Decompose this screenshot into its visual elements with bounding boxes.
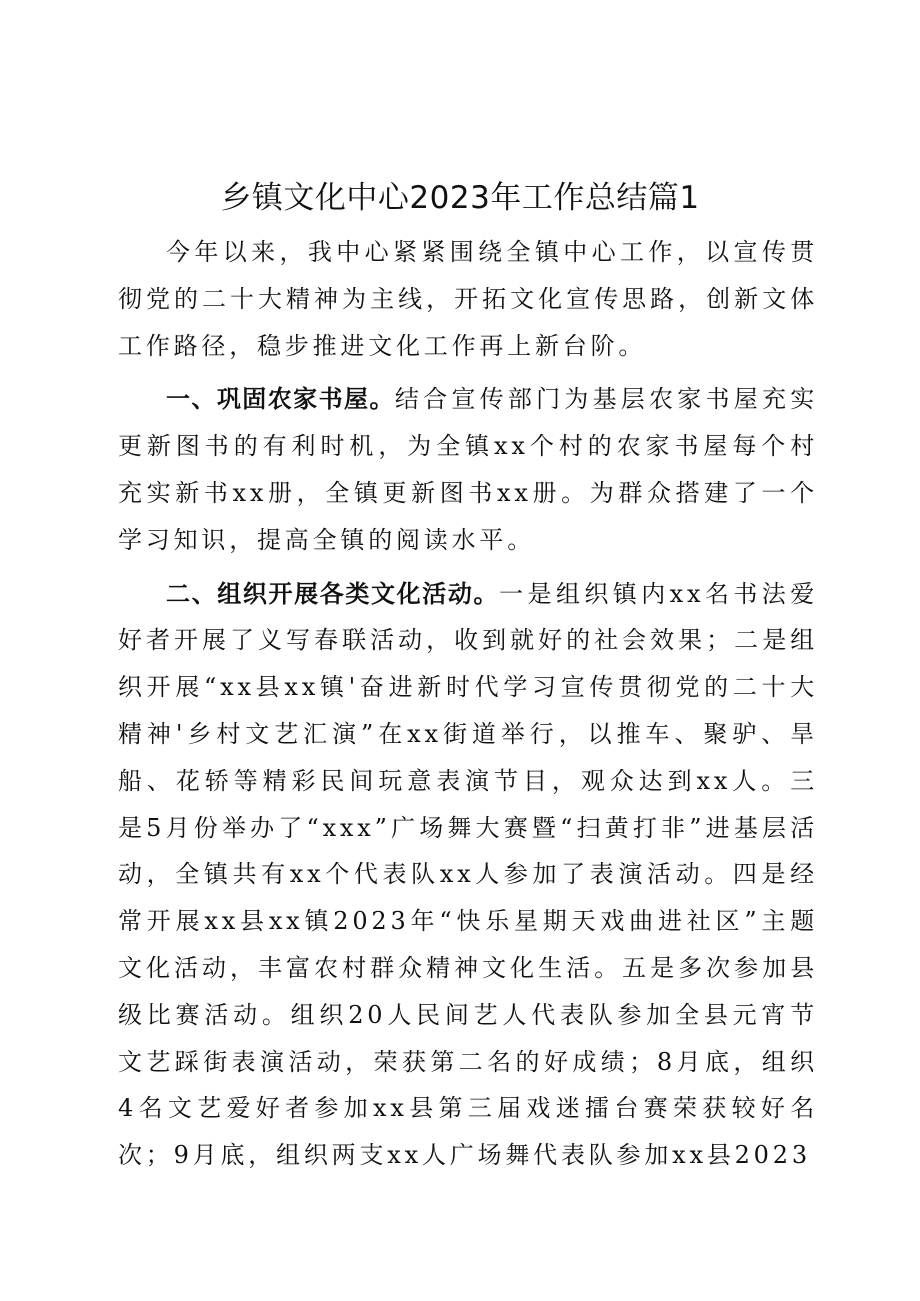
- paragraph-text: 结合宣传部门为基层农家书屋充实更新图书的有利时机，为全镇xx个村的农家书屋每个村充实新书xx册，全镇更新图书xx册。为群众搭建了一个学习知识，提高全镇的阅读水平。: [118, 385, 819, 554]
- document-title: 乡镇文化中心2023年工作总结篇1: [220, 180, 700, 216]
- paragraph-intro: [118, 229, 818, 369]
- paragraph-text: 一是组织镇内xx名书法爱好者开展了义写春联活动，收到就好的社会效果；二是组织开展“xx县xx镇'奋进新时代学习宣传贯彻党的二十大精神'乡村文艺汇演”在xx街道举行，以推车、聚驴、旱船、花轿等精彩民间玩意表演节目，观众达到xx人。三是5月份举办了“xxx”广场舞大赛暨“扫黄打非”进基层活动，全镇共有xx个代表队xx人参加了表演活动。四是经常开展xx县xx镇2023年“快乐星期天戏曲进社区”主题文化活动，丰富农村群众精神文化生活。五是多次参加县级比赛活动。组织20人民间艺人代表队参加全县元宵节文艺踩街表演活动，荣获第二名的好成绩；8月底，组织4名文艺爱好者参加xx县第三届戏迷擂台赛荣获较好名次；9月底，组织两支xx人广场舞代表队参加xx县2023: [118, 579, 819, 1170]
- document-body: [118, 229, 818, 1186]
- paragraph-section-2: [118, 571, 818, 1179]
- paragraph-text: 今年以来，我中心紧紧围绕全镇中心工作，以宣传贯彻党的二十大精神为主线，开拓文化宣传思路，创新文体工作路径，稳步推进文化工作再上新台阶。: [118, 238, 818, 360]
- paragraph-section-1: [118, 376, 818, 563]
- section-heading: 一、巩固农家书屋。: [166, 385, 395, 414]
- section-heading: 二、组织开展各类文化活动。: [166, 579, 500, 608]
